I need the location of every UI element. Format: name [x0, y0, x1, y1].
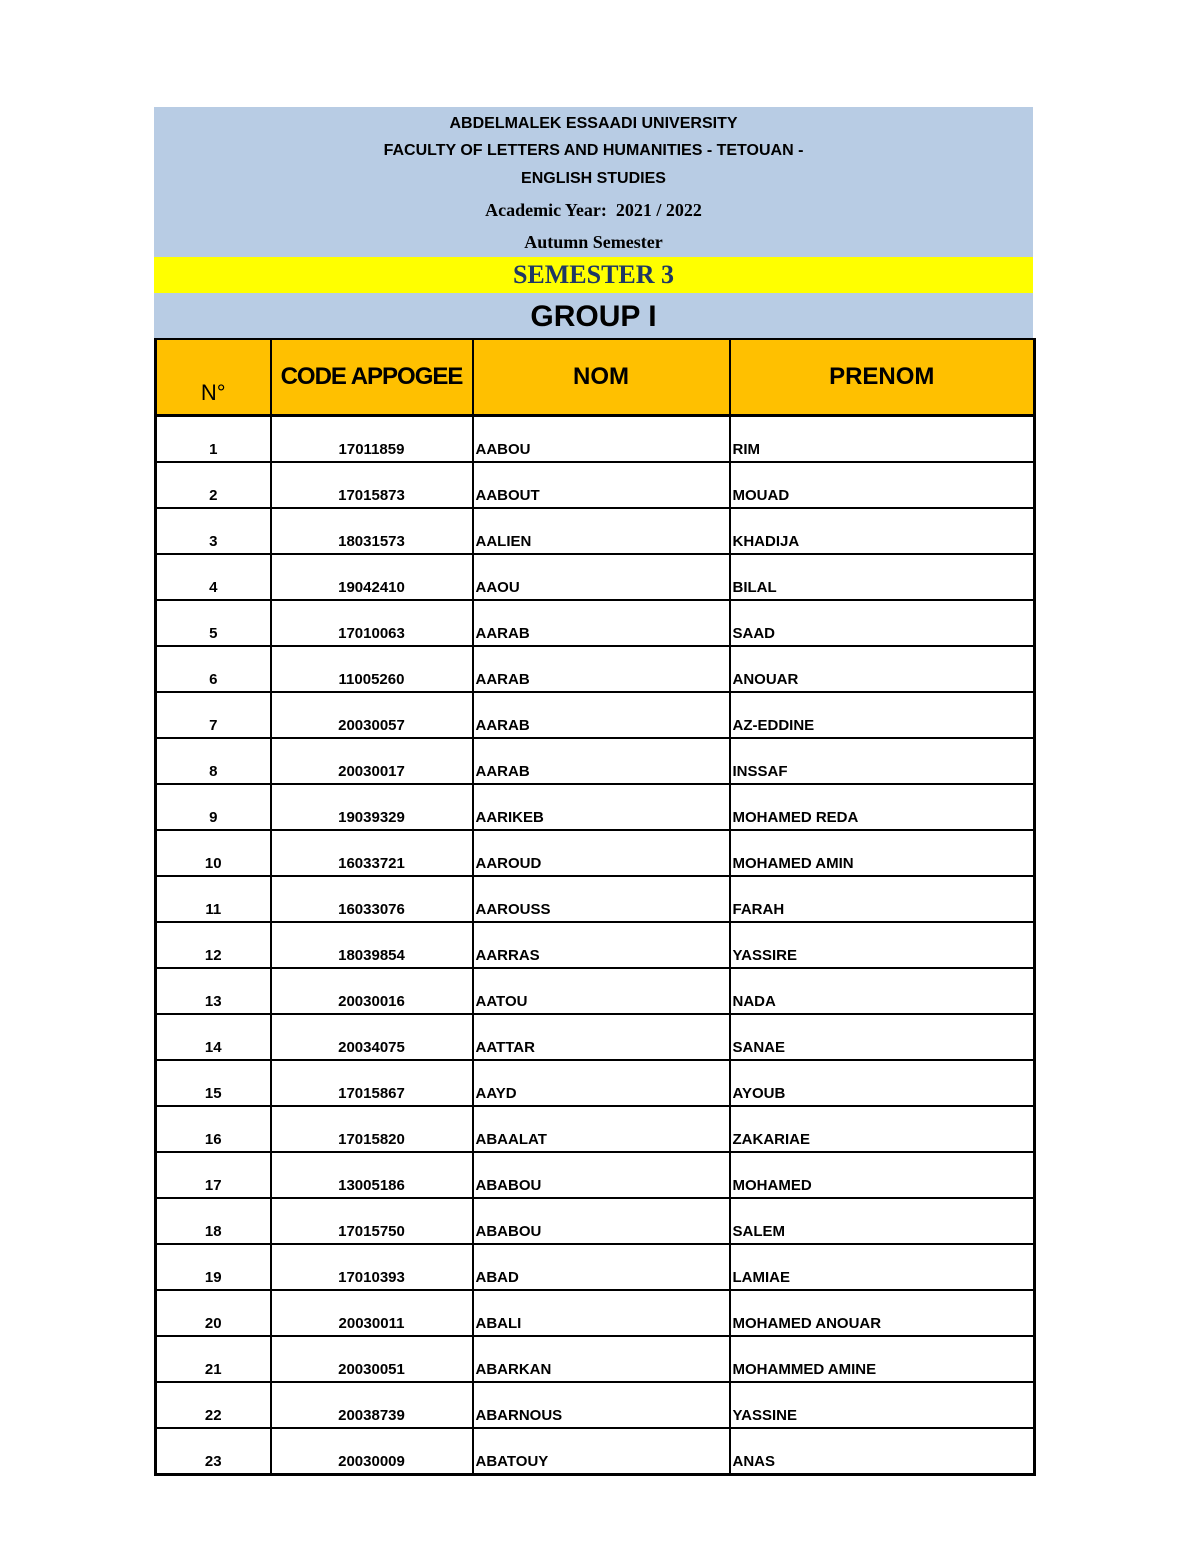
- table-row: [156, 1244, 1035, 1290]
- row-code: 17010393: [271, 1244, 473, 1290]
- row-code: 20034075: [271, 1014, 473, 1060]
- row-prenom: YASSINE: [730, 1382, 1035, 1428]
- row-code: 17015873: [271, 462, 473, 508]
- row-number: 12: [156, 922, 271, 968]
- row-number: 20: [156, 1290, 271, 1336]
- row-prenom: MOHAMED AMIN: [730, 830, 1035, 876]
- row-code: 20030051: [271, 1336, 473, 1382]
- row-nom: AARAB: [473, 738, 730, 784]
- column-header-number: N°: [156, 339, 271, 416]
- row-number: 18: [156, 1198, 271, 1244]
- row-number: 23: [156, 1428, 271, 1475]
- row-nom: ABALI: [473, 1290, 730, 1336]
- row-prenom: AYOUB: [730, 1060, 1035, 1106]
- table-row: [156, 1152, 1035, 1198]
- row-number: 21: [156, 1336, 271, 1382]
- academic-year: Academic Year: 2021 / 2022: [485, 200, 702, 220]
- table-body: [156, 416, 1035, 1475]
- row-code: 13005186: [271, 1152, 473, 1198]
- row-code: 17010063: [271, 600, 473, 646]
- row-prenom: ANOUAR: [730, 646, 1035, 692]
- row-code: 20038739: [271, 1382, 473, 1428]
- table-header-row: [156, 339, 1035, 416]
- row-number: 2: [156, 462, 271, 508]
- row-nom: ABABOU: [473, 1152, 730, 1198]
- table-row: [156, 1336, 1035, 1382]
- row-nom: AALIEN: [473, 508, 730, 554]
- row-prenom: AZ-EDDINE: [730, 692, 1035, 738]
- table-row: [156, 968, 1035, 1014]
- department-name: ENGLISH STUDIES: [521, 170, 666, 187]
- table-row: [156, 1290, 1035, 1336]
- row-prenom: INSSAF: [730, 738, 1035, 784]
- semester-banner: SEMESTER 3: [154, 257, 1033, 293]
- row-nom: AARAB: [473, 600, 730, 646]
- row-nom: AATTAR: [473, 1014, 730, 1060]
- table-row: [156, 462, 1035, 508]
- term-label: Autumn Semester: [524, 232, 663, 252]
- row-nom: AAOU: [473, 554, 730, 600]
- table-row: [156, 876, 1035, 922]
- row-prenom: BILAL: [730, 554, 1035, 600]
- row-nom: ABARNOUS: [473, 1382, 730, 1428]
- row-code: 20030057: [271, 692, 473, 738]
- table-row: [156, 416, 1035, 463]
- group-banner: GROUP I: [154, 293, 1033, 338]
- row-nom: AARAB: [473, 646, 730, 692]
- row-code: 19042410: [271, 554, 473, 600]
- row-nom: AAYD: [473, 1060, 730, 1106]
- row-nom: ABATOUY: [473, 1428, 730, 1475]
- table-row: [156, 1106, 1035, 1152]
- row-code: 20030016: [271, 968, 473, 1014]
- row-code: 17011859: [271, 416, 473, 463]
- row-code: 16033721: [271, 830, 473, 876]
- column-header-code: CODE APPOGEE: [271, 339, 473, 416]
- row-code: 17015820: [271, 1106, 473, 1152]
- row-prenom: MOHAMED ANOUAR: [730, 1290, 1035, 1336]
- row-code: 18031573: [271, 508, 473, 554]
- row-nom: ABABOU: [473, 1198, 730, 1244]
- row-prenom: MOUAD: [730, 462, 1035, 508]
- row-nom: AABOUT: [473, 462, 730, 508]
- row-code: 17015867: [271, 1060, 473, 1106]
- row-number: 9: [156, 784, 271, 830]
- row-nom: AARRAS: [473, 922, 730, 968]
- row-prenom: SAAD: [730, 600, 1035, 646]
- row-nom: ABARKAN: [473, 1336, 730, 1382]
- row-number: 3: [156, 508, 271, 554]
- row-prenom: LAMIAE: [730, 1244, 1035, 1290]
- row-number: 5: [156, 600, 271, 646]
- table-row: [156, 922, 1035, 968]
- row-number: 4: [156, 554, 271, 600]
- row-nom: ABAD: [473, 1244, 730, 1290]
- row-prenom: MOHAMED: [730, 1152, 1035, 1198]
- row-number: 10: [156, 830, 271, 876]
- table-row: [156, 554, 1035, 600]
- row-number: 8: [156, 738, 271, 784]
- table-row: [156, 1014, 1035, 1060]
- row-prenom: MOHAMMED AMINE: [730, 1336, 1035, 1382]
- row-prenom: SALEM: [730, 1198, 1035, 1244]
- row-number: 11: [156, 876, 271, 922]
- row-nom: AAROUD: [473, 830, 730, 876]
- student-table: [154, 338, 1036, 1476]
- table-row: [156, 1198, 1035, 1244]
- row-nom: AATOU: [473, 968, 730, 1014]
- row-number: 19: [156, 1244, 271, 1290]
- row-prenom: RIM: [730, 416, 1035, 463]
- table-row: [156, 1060, 1035, 1106]
- row-number: 1: [156, 416, 271, 463]
- table-row: [156, 508, 1035, 554]
- row-nom: AARIKEB: [473, 784, 730, 830]
- row-prenom: SANAE: [730, 1014, 1035, 1060]
- table-row: [156, 692, 1035, 738]
- table-row: [156, 830, 1035, 876]
- row-code: 20030011: [271, 1290, 473, 1336]
- roster-sheet: [154, 107, 1033, 1476]
- row-nom: AAROUSS: [473, 876, 730, 922]
- row-number: 14: [156, 1014, 271, 1060]
- row-code: 11005260: [271, 646, 473, 692]
- column-header-nom: NOM: [473, 339, 730, 416]
- row-number: 15: [156, 1060, 271, 1106]
- row-nom: AARAB: [473, 692, 730, 738]
- table-row: [156, 738, 1035, 784]
- row-code: 17015750: [271, 1198, 473, 1244]
- row-number: 16: [156, 1106, 271, 1152]
- row-code: 19039329: [271, 784, 473, 830]
- table-row: [156, 1428, 1035, 1475]
- column-header-prenom: PRENOM: [730, 339, 1035, 416]
- row-number: 13: [156, 968, 271, 1014]
- row-code: 20030009: [271, 1428, 473, 1475]
- row-code: 20030017: [271, 738, 473, 784]
- row-prenom: FARAH: [730, 876, 1035, 922]
- row-prenom: MOHAMED REDA: [730, 784, 1035, 830]
- row-number: 7: [156, 692, 271, 738]
- row-prenom: NADA: [730, 968, 1035, 1014]
- row-code: 16033076: [271, 876, 473, 922]
- row-prenom: KHADIJA: [730, 508, 1035, 554]
- row-number: 17: [156, 1152, 271, 1198]
- row-prenom: ZAKARIAE: [730, 1106, 1035, 1152]
- row-prenom: ANAS: [730, 1428, 1035, 1475]
- row-prenom: YASSIRE: [730, 922, 1035, 968]
- row-nom: AABOU: [473, 416, 730, 463]
- row-code: 18039854: [271, 922, 473, 968]
- faculty-name: FACULTY OF LETTERS AND HUMANITIES - TETOUAN -: [383, 142, 804, 159]
- table-row: [156, 1382, 1035, 1428]
- header-block: [154, 107, 1033, 257]
- row-number: 22: [156, 1382, 271, 1428]
- table-row: [156, 646, 1035, 692]
- university-name: ABDELMALEK ESSAADI UNIVERSITY: [449, 115, 738, 132]
- row-number: 6: [156, 646, 271, 692]
- table-row: [156, 784, 1035, 830]
- row-nom: ABAALAT: [473, 1106, 730, 1152]
- table-row: [156, 600, 1035, 646]
